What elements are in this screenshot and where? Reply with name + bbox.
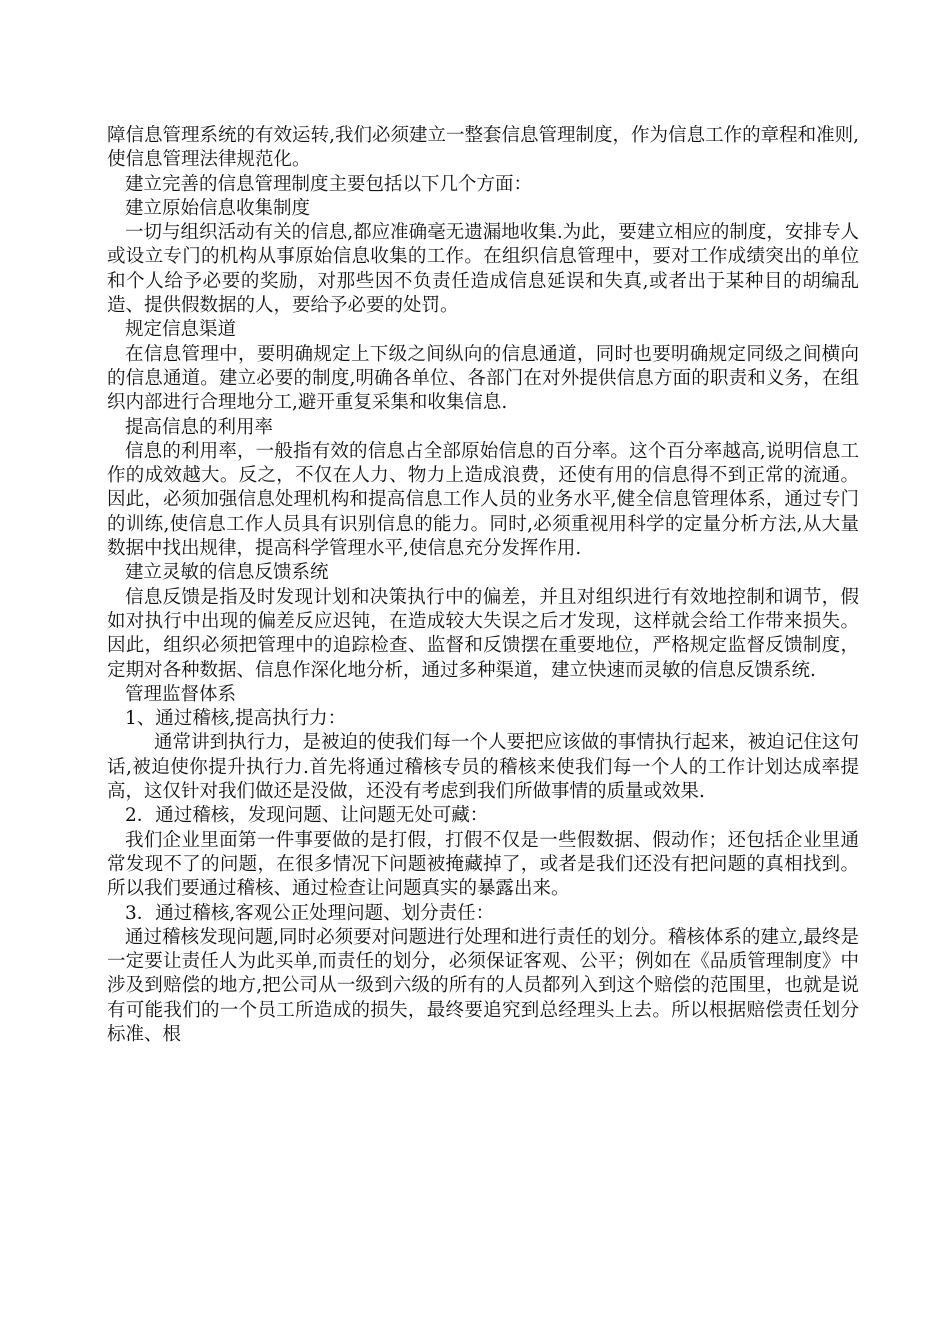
section-heading-supervision: 管理监督体系	[125, 683, 237, 705]
list-item-1-heading: 1、通过稽核,提高执行力：	[125, 708, 347, 730]
paragraph-17: 通过稽核发现问题,同时必须要对问题进行处理和进行责任的划分。稽核体系的建立,最终是一定要让责任人为此买单,而责任的划分，必须保证客观、公平；例如在《品质管理制度》中涉及到赔偿的地方,把公司从一级到六级的所有的人员都列入到这个赔偿的范围里，也就是说有可能我们的一个员工所造成的损失，最终要追究到总经理头上去。所以根据赔偿责任划分标准、根	[107, 926, 859, 1045]
section-heading-original-info: 建立原始信息收集制度	[125, 197, 311, 219]
document-page	[107, 124, 859, 1047]
paragraph-8: 信息的利用率，一般指有效的信息占全部原始信息的百分率。这个百分率越高,说明信息工作的成效越大。反之，不仅在人力、物力上造成浪费，还使有用的信息得不到正常的流通。因此，必须加强信息处理机构和提高信息工作人员的业务水平,健全信息管理体系，通过专门的训练,使信息工作人员具有识别信息的能力。同时,必须重视用科学的定量分析方法,从大量数据中找出规律，提高科学管理水平,使信息充分发挥作用.	[107, 440, 859, 560]
paragraph-4: 一切与组织活动有关的信息,都应准确毫无遗漏地收集.为此，要建立相应的制度，安排专人或设立专门的机构从事原始信息收集的工作。在组织信息管理中，要对工作成绩突出的单位和个人给予必要的奖励，对那些因不负责任造成信息延误和失真,或者出于某种目的胡编乱造、提供假数据的人，要给予必要的处罚。	[107, 222, 859, 317]
section-heading-feedback: 建立灵敏的信息反馈系统	[125, 562, 329, 584]
paragraph-2: 建立完善的信息管理制度主要包括以下几个方面：	[125, 173, 533, 195]
paragraph-10: 信息反馈是指及时发现计划和决策执行中的偏差，并且对组织进行有效地控制和调节，假如对执行中出现的偏差反应迟钝，在造成较大失误之后才发现，这样就会给工作带来损失。因此，组织必须把管理中的追踪检查、监督和反馈摆在重要地位，严格规定监督反馈制度，定期对各种数据、信息作深化地分析，通过多种渠道，建立快速而灵敏的信息反馈系统.	[107, 586, 859, 681]
section-heading-utilization: 提高信息的利用率	[125, 416, 274, 438]
paragraph-1: 障信息管理系统的有效运转,我们必须建立一整套信息管理制度，作为信息工作的章程和准则,使信息管理法律规范化。	[107, 125, 859, 171]
section-heading-info-channels: 规定信息渠道	[125, 319, 237, 341]
paragraph-6: 在信息管理中，要明确规定上下级之间纵向的信息通道，同时也要明确规定同级之间横向的信息通道。建立必要的制度,明确各单位、各部门在对外提供信息方面的职责和义务，在组织内部进行合理地分工,避开重复采集和收集信息.	[107, 343, 859, 414]
paragraph-15: 我们企业里面第一件事要做的是打假，打假不仅是一些假数据、假动作；还包括企业里通常发现不了的问题，在很多情况下问题被掩藏掉了，或者是我们还没有把问题的真相找到。所以我们要通过稽核、通过检查让问题真实的暴露出来。	[107, 829, 859, 900]
paragraph-13: 通常讲到执行力，是被迫的使我们每一个人要把应该做的事情执行起来，被迫记住这句话,被迫使你提升执行力.首先将通过稽核专员的稽核来使我们每一个人的工作计划达成率提高，这仅针对我们做还是没做，还没有考虑到我们所做事情的质量或效果.	[107, 732, 859, 803]
list-item-3-heading: 3．通过稽核,客观公正处理问题、划分责任：	[125, 902, 495, 924]
list-item-2-heading: 2．通过稽核，发现问题、让问题无处可藏：	[125, 805, 489, 827]
